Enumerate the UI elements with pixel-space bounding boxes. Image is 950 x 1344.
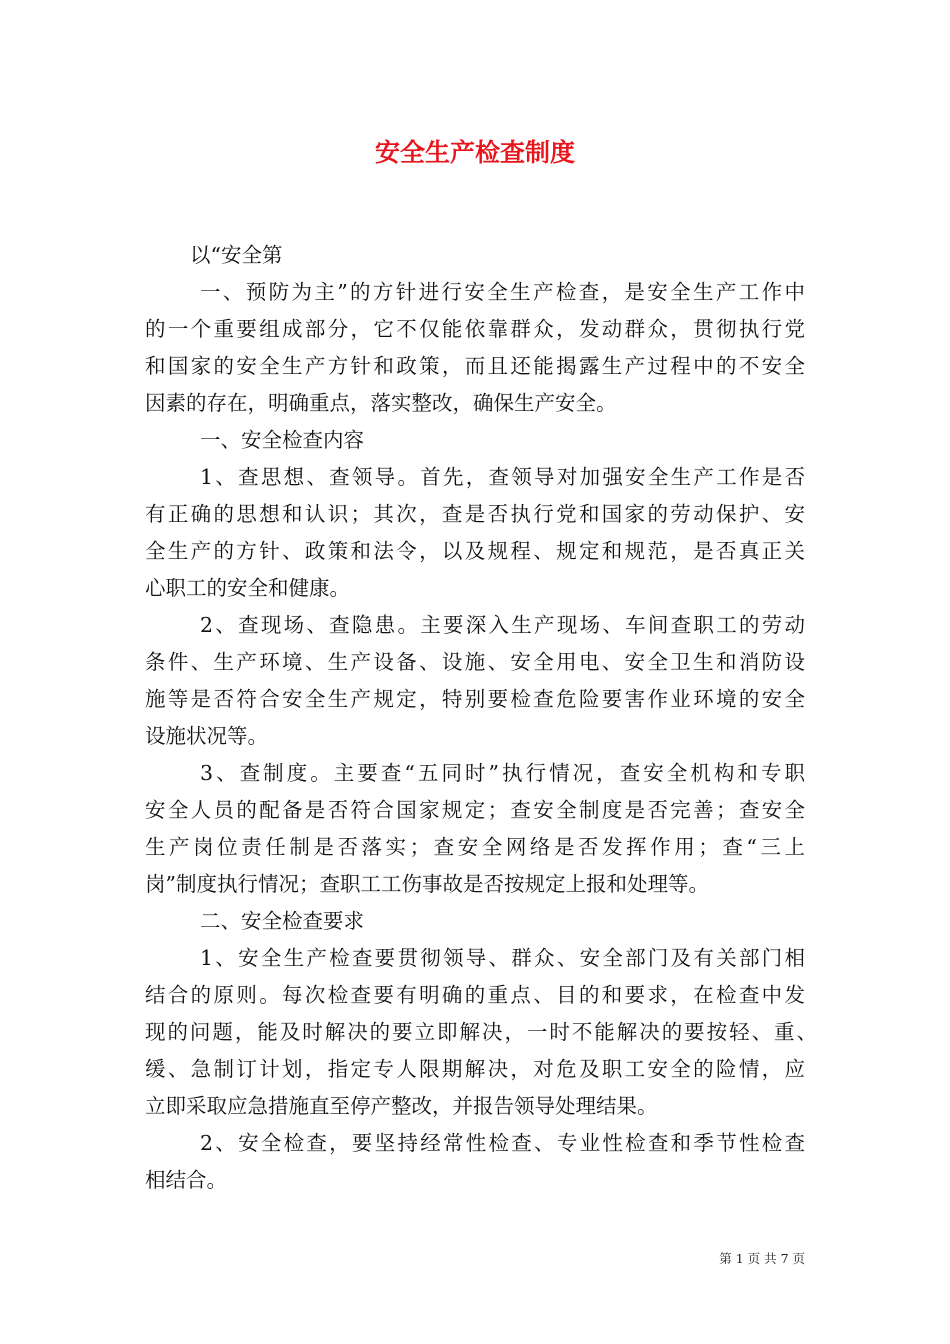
body-line: 全生产的方针、政策和法令，以及规程、规定和规范，是否真正关: [145, 539, 805, 563]
body-line: 相结合。: [145, 1168, 227, 1192]
body-line: 1、安全生产检查要贯彻领导、群众、安全部门及有关部门相: [200, 946, 805, 970]
body-line: 3、查制度。主要查“五同时”执行情况，查安全机构和专职: [200, 761, 805, 785]
body-line: 心职工的安全和健康。: [145, 576, 350, 600]
body-line: 2、查现场、查隐患。主要深入生产现场、车间查职工的劳动: [200, 613, 805, 637]
document-title: 安全生产检查制度: [374, 138, 575, 167]
body-line: 施等是否符合安全生产规定，特别要检查危险要害作业环境的安全: [145, 687, 805, 711]
body-line: 生产岗位责任制是否落实；查安全网络是否发挥作用；查“三上: [145, 835, 805, 859]
body-line: 岗”制度执行情况；查职工工伤事故是否按规定上报和处理等。: [145, 872, 709, 896]
body-line: 1、查思想、查领导。首先，查领导对加强安全生产工作是否: [200, 465, 805, 489]
body-line: 安全人员的配备是否符合国家规定；查安全制度是否完善；查安全: [145, 798, 805, 822]
body-line: 一、预防为主”的方针进行安全生产检查，是安全生产工作中: [200, 280, 805, 304]
body-line: 2、安全检查，要坚持经常性检查、专业性检查和季节性检查: [200, 1131, 805, 1155]
body-line: 结合的原则。每次检查要有明确的重点、目的和要求，在检查中发: [145, 983, 805, 1007]
page-number: 第 1 页 共 7 页: [719, 1251, 805, 1266]
body-line: 和国家的安全生产方针和政策，而且还能揭露生产过程中的不安全: [145, 354, 805, 378]
body-line: 以“安全第: [190, 243, 283, 267]
body-line: 条件、生产环境、生产设备、设施、安全用电、安全卫生和消防设: [145, 650, 805, 674]
body-line: 二、安全检查要求: [200, 909, 364, 933]
body-line: 缓、急制订计划，指定专人限期解决，对危及职工安全的险情，应: [145, 1057, 805, 1081]
body-line: 因素的存在，明确重点，落实整改，确保生产安全。: [145, 391, 617, 415]
body-line: 有正确的思想和认识；其次，查是否执行党和国家的劳动保护、安: [145, 502, 805, 526]
body-line: 的一个重要组成部分，它不仅能依靠群众，发动群众，贯彻执行党: [145, 317, 805, 341]
body-line: 立即采取应急措施直至停产整改，并报告领导处理结果。: [145, 1094, 658, 1118]
body-line: 设施状况等。: [145, 724, 268, 748]
body-line: 一、安全检查内容: [200, 428, 364, 452]
body-line: 现的问题，能及时解决的要立即解决，一时不能解决的要按轻、重、: [145, 1020, 817, 1044]
